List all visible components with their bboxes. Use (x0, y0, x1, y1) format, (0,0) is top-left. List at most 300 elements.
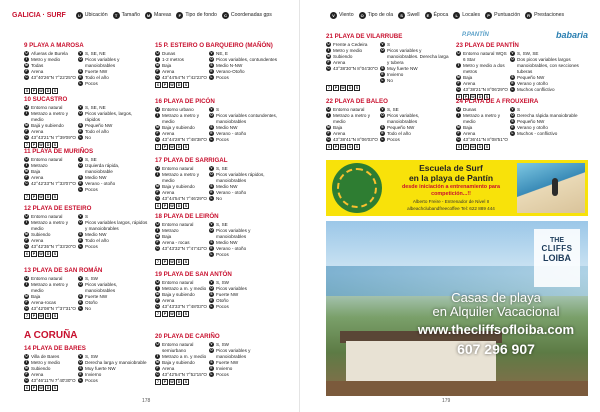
spine (299, 0, 300, 412)
attr-icon: F (156, 240, 159, 244)
beach-entry (326, 33, 450, 91)
attr-icon: M (25, 123, 28, 127)
attr-icon: F (25, 69, 28, 73)
beach-attr: T Metro y medio (327, 47, 363, 53)
attr-icon: S (511, 75, 514, 79)
beach-attr: O Picos variables rápidos, manoiobrables (210, 171, 265, 183)
attr-icon: M (457, 125, 460, 129)
beach-attr: O Picos variables (210, 285, 247, 291)
attr-icon: S (79, 69, 82, 73)
beach-attr: C 43°44'54"N 7°46'29"O (156, 195, 207, 201)
attr-icon: L (79, 187, 82, 191)
attr-icon: O (511, 57, 514, 61)
attr-icon: C (25, 135, 28, 139)
beach-attr: U Entorno natural (327, 106, 365, 112)
attr-icon: U (457, 51, 460, 55)
attr-icon: M (457, 75, 460, 79)
legend-mareas: M Mareas (146, 12, 172, 18)
attr-icon: L (511, 87, 514, 91)
attr-icon: M (327, 54, 330, 58)
beach-attr: S Fuerte NW (210, 291, 239, 297)
gps-icon: C (222, 12, 229, 19)
amenity-icon: W (170, 203, 174, 208)
beach-attr: L No (210, 195, 222, 201)
beach-entry (24, 345, 148, 391)
attr-icon: L (210, 75, 213, 79)
beach-attr: U Frente a Cedeira (327, 41, 368, 47)
beach-attr: T Metrazo a metro y medio (25, 219, 69, 231)
ad-website[interactable]: www.thecliffsofloiba.com (417, 322, 575, 337)
attr-icon: M (156, 63, 159, 67)
amenity-icon: D (177, 259, 181, 264)
beach-attr: T Metrazo a metro y medio (25, 281, 69, 293)
attr-icon: O (381, 113, 384, 117)
amenity-icon: W (471, 94, 475, 99)
legend-swell: S Swell (398, 12, 419, 19)
beach-attr: M Baja y subiendo (156, 359, 195, 365)
beach-attr: S Medio NW (79, 174, 107, 180)
beach-attr: E Verano y otoño (511, 80, 548, 86)
attr-icon: U (327, 42, 330, 46)
attr-icon: T (156, 286, 159, 290)
attr-icon: U (156, 166, 159, 170)
amenity-icon: W (170, 311, 174, 316)
attr-icon: V (381, 107, 384, 111)
attr-icon: S (381, 125, 384, 129)
beach-attr: S Medio NW (79, 231, 107, 237)
beach-attr: M Baja (25, 168, 41, 174)
beach-attr: F Arena (327, 130, 346, 136)
rating-badge: 6 (157, 203, 159, 208)
amenity-icon: D (478, 144, 482, 149)
rating-badge: 5 (26, 88, 28, 93)
beach-attr: T Metro y medio (25, 56, 61, 62)
amenity-icon: W (170, 82, 174, 87)
beach-attr: F Arena (25, 174, 44, 180)
beach-attr: O Picos variables, largos, rápidos (79, 110, 133, 122)
beach-title: 24 PLAYA DE A FROUXEIRA (456, 98, 539, 105)
beach-attr: C 43°43'32"N 7°47'42"O (156, 245, 207, 251)
attr-icon: V (210, 166, 213, 170)
legend-gps: C Coordenadas gps (222, 12, 272, 19)
beach-attr: O Picos variables y manoiobrables (79, 56, 120, 68)
region-title: A CORUÑA (24, 330, 78, 341)
amenity-icon: S (485, 144, 489, 149)
beach-attr: U Entorno urbano (156, 106, 194, 112)
beach-entry (24, 148, 148, 200)
beach-attr: V S, SE, NE (79, 50, 106, 56)
attr-icon: T (25, 360, 28, 364)
amenity-icon: D (46, 251, 50, 256)
beach-attr: O Picos variables contundentes, manoiobrables (210, 112, 278, 124)
beach-attr: T Metrazo a metro y medio (25, 110, 69, 122)
rating-icon: P (485, 12, 492, 19)
beach-attr: S Medio N-NW (210, 62, 243, 68)
beach-attr: V S (381, 41, 391, 47)
attr-icon: V (79, 354, 82, 358)
amenity-icon: P (464, 94, 468, 99)
attr-icon: L (210, 137, 213, 141)
attr-icon: S (210, 240, 213, 244)
attr-icon: E (79, 75, 82, 79)
beach-attr: C 43°40'26"N 7°22'25"O (25, 74, 76, 80)
beach-attr: F Arena-rocas (25, 299, 57, 305)
beach-entry (155, 333, 279, 385)
beach-attr: L Pocos (210, 251, 229, 257)
attr-icon: U (327, 107, 330, 111)
legend-locales: L Locales (453, 12, 480, 19)
ad-line-2: en Alquiler Vacacional (432, 304, 560, 319)
surf-school-ad (326, 160, 588, 216)
attr-icon: E (79, 238, 82, 242)
amenity-icon: W (39, 385, 43, 390)
beach-attr: O Picos variables, manoiobrables (79, 281, 118, 293)
rating-badge: 6 (26, 385, 28, 390)
attr-icon: U (25, 105, 28, 109)
attr-icon: U (156, 222, 159, 226)
amenity-icon: D (177, 203, 181, 208)
attr-icon: T (25, 163, 28, 167)
beach-title: 16 PLAYA DE PICÓN (155, 98, 215, 105)
beach-entry (456, 42, 580, 100)
attr-icon: M (156, 184, 159, 188)
rating-badge: 7 (157, 311, 159, 316)
beach-attr: S Fuerte NW (210, 359, 239, 365)
beach-attr: E Otoño (79, 299, 98, 305)
beach-attr: M Baja (156, 233, 172, 239)
beach-title: 11 PLAYA DE MURIÑOS (24, 148, 94, 155)
attr-icon: O (79, 111, 82, 115)
beach-attr: M Bajá y subiendo (25, 122, 64, 128)
amenity-icon: W (39, 313, 43, 318)
amenity-icon: D (177, 144, 181, 149)
section-title: GALICIA · SURF (12, 11, 66, 19)
ad-phone: 607 296 907 (457, 341, 535, 357)
beach-attr: C 42°42'33"N 7°33'07"O (25, 180, 76, 186)
beach-entry (155, 42, 279, 88)
cliffs-logo: THE CLIFFS LOIBA (534, 229, 580, 287)
attr-icon: L (79, 81, 82, 85)
attr-icon: T (25, 282, 28, 286)
beach-attr: V NE, E (210, 50, 228, 56)
beach-attr: E Todo el año (79, 237, 109, 243)
attr-icon: L (210, 372, 213, 376)
attr-icon: S (79, 294, 82, 298)
beach-attr: V S, SE (79, 156, 97, 162)
ad-title-2: en la playa de Pantín (408, 173, 494, 183)
beach-entry (155, 213, 279, 265)
attr-icon: T (457, 63, 460, 67)
amenity-icon: D (348, 144, 352, 149)
beach-attr: O Izquierda rápida, manoiobrable (79, 162, 120, 174)
attr-icon: O (79, 57, 82, 61)
beach-attr: F Arena (156, 130, 175, 136)
attr-icon: S (79, 123, 82, 127)
beach-attr: O Picos variables, manoiobrables (381, 112, 420, 124)
beach-entry (24, 267, 148, 319)
amenity-icon: W (39, 142, 43, 147)
amenity-icon: W (341, 85, 345, 90)
beach-attr: L Pocos (79, 243, 98, 249)
beach-attr: F Arena (327, 59, 346, 65)
beach-attr: O Picos variables y manoiobrables. Derecha larga y tubera (381, 47, 449, 65)
legend-epoca: E Época (425, 12, 449, 19)
attr-icon: M (25, 169, 28, 173)
size-icon: T (113, 12, 120, 19)
ad-line-1: Casas de playa (451, 290, 541, 305)
attr-icon: U (25, 157, 28, 161)
attr-icon: U (25, 51, 28, 55)
beach-attr: T Metrazo a metro y medio (156, 112, 200, 124)
amenity-icon: P (163, 259, 167, 264)
attr-icon: E (79, 300, 82, 304)
beach-attr: M Baja y subiendo (156, 183, 195, 189)
beach-attr: C 43°44'28"N 7°48'38"O (156, 136, 207, 142)
attr-icon: F (156, 366, 159, 370)
attr-icon: O (210, 57, 213, 61)
rating-badge: 6 (458, 144, 460, 149)
beach-attr: V S, SW, SE (511, 50, 539, 56)
amenity-icon: P (163, 311, 167, 316)
amenity-icon: W (471, 144, 475, 149)
attr-icon: O (210, 172, 213, 176)
attr-icon: O (511, 113, 514, 117)
attr-icon: C (25, 306, 28, 310)
attr-icon: E (79, 129, 82, 133)
attr-icon: E (79, 181, 82, 185)
beach-attr: U Dunas (457, 106, 477, 112)
amenity-icon: W (39, 194, 43, 199)
attr-icon: C (25, 244, 28, 248)
beach-attr: O Derecha larga y manoiobrable (79, 359, 147, 365)
beach-attr: F Arena (156, 189, 175, 195)
attr-icon: S (210, 125, 213, 129)
beach-attr: S Medio NW (210, 124, 238, 130)
attr-icon: T (156, 354, 159, 358)
beach-attr: F Arena (457, 130, 476, 136)
amenity-icon: S (184, 203, 188, 208)
attr-icon: V (381, 42, 384, 46)
beach-title: 21 PLAYA DE VILARRUBE (326, 33, 403, 40)
beach-attr: S Fuerte NW (79, 68, 108, 74)
attr-icon: T (25, 57, 28, 61)
beach-attr: M Todas (25, 62, 44, 68)
beach-attr: C 43°36'41"N 8°08'51"O (457, 136, 508, 142)
attr-icon: C (457, 87, 460, 91)
rating-badge: 7 (157, 144, 159, 149)
amenity-icon: W (170, 144, 174, 149)
beach-attr: F Arena (156, 297, 175, 303)
beach-attr: E Otoño (210, 297, 229, 303)
beach-attr: C 43°42'54"N 7°52'15"O (156, 371, 207, 377)
surfer-figure (552, 178, 558, 196)
beach-attr: M Subiendo (327, 53, 353, 59)
beach-attr: L Pocos (210, 74, 229, 80)
amenity-icon: S (53, 385, 57, 390)
attr-icon: O (210, 228, 213, 232)
attr-icon: L (79, 135, 82, 139)
beach-attr: O Picos variables, contundentes (210, 56, 278, 62)
beach-attr: T Metrazo a m. y medio (156, 285, 207, 291)
beach-attr: F Arena (25, 128, 44, 134)
attr-icon: E (210, 190, 213, 194)
attr-icon: F (457, 81, 460, 85)
rating-badge: 7 (26, 313, 28, 318)
attr-icon: F (327, 131, 330, 135)
beach-title: 14 PLAYA DE BARES (24, 345, 86, 352)
attr-icon: U (25, 276, 28, 280)
amenity-icon: D (348, 85, 352, 90)
rating-badge: 6 (157, 82, 159, 87)
beach-attr: M Baja (156, 62, 172, 68)
rating-badge: 7 (26, 142, 28, 147)
beach-attr: V S, SW (210, 279, 230, 285)
amenity-icon: S (184, 82, 188, 87)
attr-icon: V (210, 51, 213, 55)
beach-attr: L Muchos conflictivo (511, 86, 555, 92)
beach-attr: O Picos variables y manoiobrables (210, 227, 251, 239)
attr-icon: O (210, 286, 213, 290)
beach-attr: S Pequeño NW (511, 74, 545, 80)
amenity-icon: S (53, 142, 57, 147)
beach-title: 12 PLAYA DE ESTEIRO (24, 205, 92, 212)
amenity-icon: S (355, 144, 359, 149)
attr-icon: O (79, 220, 82, 224)
amenity-icon: S (184, 259, 188, 264)
amenity-icon: P (163, 203, 167, 208)
beach-attr: V S (79, 213, 89, 219)
attr-icon: C (156, 246, 159, 250)
beach-title: 22 PLAYA DE BALEO (326, 98, 388, 105)
attr-icon: M (25, 366, 28, 370)
attr-icon: V (210, 222, 213, 226)
amenity-icon: W (39, 251, 43, 256)
amenity-icon: P (334, 144, 338, 149)
attr-icon: T (25, 220, 28, 224)
header-left (12, 8, 277, 22)
attr-icon: V (511, 51, 514, 55)
attr-icon: F (156, 69, 159, 73)
beach-attr: E Verano y otoño (511, 124, 548, 130)
attr-icon: M (156, 292, 159, 296)
attr-icon: S (210, 63, 213, 67)
attr-icon: M (156, 125, 159, 129)
attr-icon: V (79, 276, 82, 280)
rating-badge: 7 (26, 194, 28, 199)
attr-icon: S (381, 66, 384, 70)
attr-icon: M (25, 232, 28, 236)
legend-tamano: T Tamaño (113, 12, 140, 19)
beach-attr: C 43°46'11"N 7°40'30"O (25, 377, 76, 383)
beach-attr: T Metrazo a m. y medio (156, 353, 207, 359)
beach-attr: V S, SE (210, 221, 228, 227)
beach-attr: L No (79, 305, 91, 311)
attr-icon: S (79, 232, 82, 236)
legend-puntuacion: P Puntuación (485, 12, 520, 19)
tide-icon: M (146, 12, 151, 18)
attr-icon: O (79, 282, 82, 286)
beach-attr: C 43°42'35"N 7°33'20"O (25, 243, 76, 249)
attr-icon: C (156, 304, 159, 308)
beach-attr: F Arena (25, 68, 44, 74)
beach-attr: L Pocos (79, 377, 98, 383)
beach-attr: C 43°42'08"N 7°37'31"O (25, 305, 76, 311)
beach-attr: E Todo el año (381, 130, 411, 136)
beach-attr: U Villa de Bares (25, 353, 60, 359)
wind-icon: V (330, 12, 337, 19)
attr-icon: S (210, 360, 213, 364)
attr-icon: E (210, 131, 213, 135)
amenity-icon: S (485, 94, 489, 99)
page-number-left: 178 (142, 398, 151, 404)
beach-attr: M Baja y subiendo (156, 124, 195, 130)
attr-icon: O (381, 48, 384, 52)
attr-icon: U (25, 354, 28, 358)
attr-icon: O (79, 163, 82, 167)
attr-icon: O (79, 360, 82, 364)
amenity-icon: W (170, 259, 174, 264)
beach-attr: V S, SW (79, 275, 99, 281)
attr-icon: M (25, 294, 28, 298)
beach-title: 23 PLAYA DE PANTÍN (456, 42, 519, 49)
beach-title: 19 PLAYA DE SAN ANTÓN (155, 271, 232, 278)
beach-attr: M Baja (327, 124, 343, 130)
attr-icon: U (156, 51, 159, 55)
beach-attr: F Arena (156, 365, 175, 371)
beach-attr: E Todo el año (79, 128, 109, 134)
attr-icon: C (156, 372, 159, 376)
attr-icon: M (327, 125, 330, 129)
attr-icon: M (156, 234, 159, 238)
rating-badge: 7 (157, 259, 159, 264)
beach-attr: L Pocos (79, 80, 98, 86)
beach-attr: S Pequeño NW (79, 122, 113, 128)
beach-attr: O Derecha rápida manoiobrable (511, 112, 578, 118)
attr-icon: E (210, 366, 213, 370)
beach-attr: E Verano - otoño (210, 245, 247, 251)
beach-attr: S Medio NW (210, 183, 238, 189)
season-icon: E (425, 12, 432, 19)
amenity-icon: S (355, 85, 359, 90)
attr-icon: F (25, 238, 28, 242)
beach-attr: V S, SE (210, 165, 228, 171)
rating-badge: 6 (26, 251, 28, 256)
beach-attr: S Pequeño NW (511, 118, 545, 124)
amenity-icon: D (46, 313, 50, 318)
beach-entry (155, 157, 279, 209)
deck (326, 381, 588, 396)
babaria-logo: babaria (555, 30, 588, 40)
beach-attr: T Metro y medio (25, 359, 61, 365)
attr-icon: E (381, 72, 384, 76)
beach-attr: T Metrazo (156, 227, 179, 233)
attr-icon: V (511, 107, 514, 111)
beach-attr: S Fuerte NW (79, 293, 108, 299)
amenity-icon: W (341, 144, 345, 149)
amenity-icon: S (53, 313, 57, 318)
amenity-icon: W (39, 88, 43, 93)
attr-icon: V (210, 280, 213, 284)
location-icon: U (76, 12, 83, 19)
holiday-house-ad (326, 221, 588, 396)
legend-ubicacion: U Ubicación (76, 12, 108, 19)
beach-attr: E Verano-Otoño (210, 68, 245, 74)
locals-icon: L (453, 12, 460, 19)
beach-attr: U Entorno natural (25, 275, 63, 281)
beach-attr: F Arena (25, 371, 44, 377)
attr-icon: V (79, 214, 82, 218)
attr-icon: C (156, 137, 159, 141)
